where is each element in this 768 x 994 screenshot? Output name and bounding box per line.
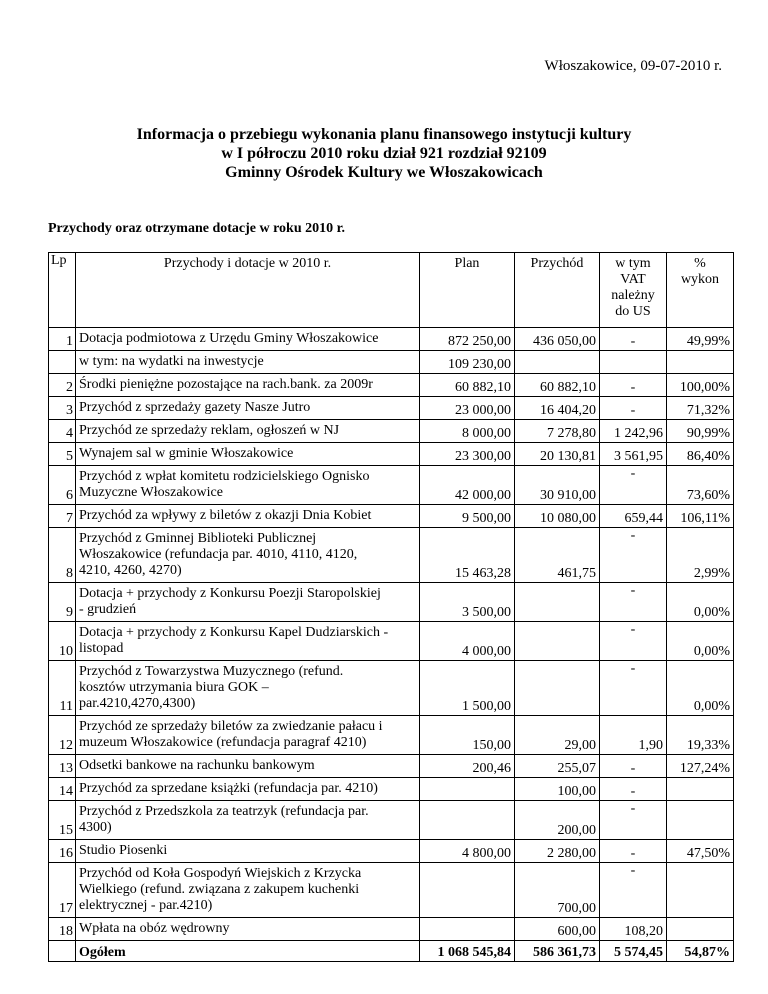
row-przychod: 16 404,20 (515, 397, 600, 420)
row-pct: 2,99% (667, 528, 734, 583)
table-header-row (49, 253, 734, 328)
row-przychod: 600,00 (515, 918, 600, 941)
table-row (49, 918, 734, 941)
vat-header-line: do US (615, 304, 651, 319)
col-vat-header (600, 253, 667, 328)
row-description-line: - grudzień (79, 602, 137, 617)
row-vat: 659,44 (600, 505, 667, 528)
pct-header-line: % (694, 256, 706, 271)
row-description-line: Dotacja + przychody z Konkursu Poezji Staropolskiej (79, 586, 381, 601)
col-desc-header: Przychody i dotacje w 2010 r. (76, 253, 420, 328)
table-row (49, 863, 734, 918)
row-przychod: 10 080,00 (515, 505, 600, 528)
row-description-line: Wpłata na obóz wędrowny (79, 921, 230, 936)
row-pct (667, 863, 734, 918)
vat-header-line: w tym (615, 256, 651, 271)
row-przychod: 29,00 (515, 716, 600, 755)
row-description-line: elektrycznej - par.4210) (79, 898, 213, 913)
row-description-line: Przychód ze sprzedaży biletów za zwiedzanie pałacu i (79, 719, 383, 734)
row-przychod (515, 661, 600, 716)
row-vat: 1 242,96 (600, 420, 667, 443)
row-plan: 9 500,00 (420, 505, 515, 528)
row-lp: 15 (49, 801, 76, 840)
row-plan: 4 000,00 (420, 622, 515, 661)
row-pct: 0,00% (667, 583, 734, 622)
row-description-line: Muzyczne Włoszakowice (79, 485, 223, 500)
row-lp: 2 (49, 374, 76, 397)
row-vat: - (600, 755, 667, 778)
row-description-line: Przychód z wpłat komitetu rodzicielskiego Ognisko (79, 469, 370, 484)
total-lp-cell (49, 941, 76, 962)
row-lp: 9 (49, 583, 76, 622)
row-lp: 3 (49, 397, 76, 420)
row-plan: 200,46 (420, 755, 515, 778)
row-description-line: Wynajem sal w gminie Włoszakowice (79, 446, 294, 461)
row-description-line: Wielkiego (refund. związana z zakupem kuchenki (79, 882, 360, 897)
row-plan: 23 300,00 (420, 443, 515, 466)
row-vat: - (600, 801, 667, 840)
row-vat: - (600, 622, 667, 661)
row-description-line: Przychód z Towarzystwa Muzycznego (refund. (79, 664, 344, 679)
row-plan: 3 500,00 (420, 583, 515, 622)
row-pct: 71,32% (667, 397, 734, 420)
table-row (49, 840, 734, 863)
row-pct: 0,00% (667, 622, 734, 661)
row-plan: 15 463,28 (420, 528, 515, 583)
table-row (49, 466, 734, 505)
row-plan: 4 800,00 (420, 840, 515, 863)
row-vat: 3 561,95 (600, 443, 667, 466)
row-pct: 100,00% (667, 374, 734, 397)
row-description-line: 4300) (79, 820, 112, 835)
row-description-line: Przychód ze sprzedaży reklam, ogłoszeń w NJ (79, 423, 340, 438)
row-lp: 7 (49, 505, 76, 528)
row-przychod: 255,07 (515, 755, 600, 778)
row-description-line: kosztów utrzymania biura GOK – (79, 680, 269, 695)
row-description-line: Przychód z Przedszkola za teatrzyk (refundacja par. (79, 804, 369, 819)
row-plan: 60 882,10 (420, 374, 515, 397)
table-row (49, 397, 734, 420)
row-lp: 11 (49, 661, 76, 716)
row-przychod: 100,00 (515, 778, 600, 801)
row-pct (667, 918, 734, 941)
row-przychod: 200,00 (515, 801, 600, 840)
row-plan: 109 230,00 (420, 351, 515, 374)
total-plan: 1 068 545,84 (420, 941, 515, 962)
row-plan (420, 863, 515, 918)
row-przychod (515, 351, 600, 374)
row-vat: - (600, 778, 667, 801)
row-vat: - (600, 661, 667, 716)
row-description-line: Studio Piosenki (79, 843, 168, 858)
row-description-line: Środki pieniężne pozostające na rach.bank. za 2009r (79, 377, 373, 392)
row-vat: - (600, 374, 667, 397)
row-description-line: Przychód od Koła Gospodyń Wiejskich z Krzycka (79, 866, 362, 881)
table-row (49, 755, 734, 778)
total-vat: 5 574,45 (600, 941, 667, 962)
title-line-3: Gminny Ośrodek Kultury we Włoszakowicach (225, 164, 543, 181)
row-vat: - (600, 840, 667, 863)
row-description-line: par.4210,4270,4300) (79, 696, 196, 711)
row-przychod (515, 622, 600, 661)
row-plan: 1 500,00 (420, 661, 515, 716)
table-row (49, 528, 734, 583)
place-date: Włoszakowice, 09-07-2010 r. (544, 58, 722, 74)
table-row (49, 622, 734, 661)
row-przychod: 30 910,00 (515, 466, 600, 505)
row-plan: 42 000,00 (420, 466, 515, 505)
document-title (0, 125, 768, 182)
row-description (76, 778, 420, 801)
row-przychod (515, 583, 600, 622)
title-line-1: Informacja o przebiegu wykonania planu finansowego instytucji kultury (136, 126, 632, 143)
row-description-line: Dotacja podmiotowa z Urzędu Gminy Włoszakowice (79, 331, 379, 346)
total-row (49, 941, 734, 962)
row-lp: 10 (49, 622, 76, 661)
row-description-line: Przychód z Gminnej Biblioteki Publicznej (79, 531, 317, 546)
row-description (76, 583, 420, 622)
row-pct: 90,99% (667, 420, 734, 443)
row-przychod: 7 278,80 (515, 420, 600, 443)
total-pct: 54,87% (667, 941, 734, 962)
row-description (76, 918, 420, 941)
table-row (49, 778, 734, 801)
row-description (76, 505, 420, 528)
row-przychod: 461,75 (515, 528, 600, 583)
table-row (49, 661, 734, 716)
row-description-line: listopad (79, 641, 124, 656)
pct-header-line: wykon (680, 272, 720, 287)
row-vat (600, 351, 667, 374)
row-description (76, 328, 420, 351)
row-description-line: muzeum Włoszakowice (refundacja paragraf 4210) (79, 735, 367, 750)
row-description (76, 466, 420, 505)
row-description-line: Przychód z sprzedaży gazety Nasze Jutro (79, 400, 311, 415)
total-przychod: 586 361,73 (515, 941, 600, 962)
row-plan (420, 801, 515, 840)
row-lp: 18 (49, 918, 76, 941)
row-lp: 8 (49, 528, 76, 583)
row-description (76, 755, 420, 778)
row-lp: 12 (49, 716, 76, 755)
row-przychod: 60 882,10 (515, 374, 600, 397)
table-row (49, 801, 734, 840)
row-description (76, 801, 420, 840)
row-description-line: Odsetki bankowe na rachunku bankowym (79, 758, 315, 773)
row-lp: 5 (49, 443, 76, 466)
table-row (49, 420, 734, 443)
revenue-table (48, 252, 734, 962)
row-plan (420, 778, 515, 801)
row-description-line: 4210, 4260, 4270) (79, 563, 182, 578)
row-vat: - (600, 397, 667, 420)
row-description-line: Przychód za sprzedane książki (refundacja par. 4210) (79, 781, 378, 796)
row-lp: 6 (49, 466, 76, 505)
table-row (49, 443, 734, 466)
row-vat: 1,90 (600, 716, 667, 755)
row-lp (49, 351, 76, 374)
row-lp: 13 (49, 755, 76, 778)
row-pct: 86,40% (667, 443, 734, 466)
row-description (76, 443, 420, 466)
row-pct: 49,99% (667, 328, 734, 351)
row-description-line: Dotacja + przychody z Konkursu Kapel Dudziarskich - (79, 625, 389, 640)
row-pct (667, 801, 734, 840)
row-description (76, 661, 420, 716)
col-pct-header (667, 253, 734, 328)
row-przychod: 436 050,00 (515, 328, 600, 351)
row-description (76, 622, 420, 661)
row-pct: 19,33% (667, 716, 734, 755)
row-pct: 127,24% (667, 755, 734, 778)
row-vat: - (600, 863, 667, 918)
row-vat: - (600, 328, 667, 351)
table-row (49, 351, 734, 374)
row-przychod: 20 130,81 (515, 443, 600, 466)
row-description (76, 397, 420, 420)
col-przychod-header: Przychód (515, 253, 600, 328)
row-plan: 872 250,00 (420, 328, 515, 351)
row-lp: 17 (49, 863, 76, 918)
row-plan: 150,00 (420, 716, 515, 755)
col-lp-header: Lp (49, 253, 76, 328)
table-row (49, 716, 734, 755)
row-plan (420, 918, 515, 941)
title-line-2: w I półroczu 2010 roku dział 921 rozdział 92109 (221, 145, 547, 162)
row-pct (667, 778, 734, 801)
row-description (76, 863, 420, 918)
row-plan: 8 000,00 (420, 420, 515, 443)
row-description (76, 840, 420, 863)
row-description (76, 420, 420, 443)
vat-header-line: należny (611, 288, 655, 303)
table-row (49, 374, 734, 397)
row-vat: - (600, 528, 667, 583)
row-lp: 14 (49, 778, 76, 801)
row-description-line: Przychód za wpływy z biletów z okazji Dnia Kobiet (79, 508, 372, 523)
row-description (76, 351, 420, 374)
section-title: Przychody oraz otrzymane dotacje w roku 2010 r. (48, 221, 346, 236)
row-pct: 47,50% (667, 840, 734, 863)
row-lp: 1 (49, 328, 76, 351)
row-pct (667, 351, 734, 374)
row-przychod: 2 280,00 (515, 840, 600, 863)
total-label: Ogółem (76, 941, 420, 962)
row-lp: 4 (49, 420, 76, 443)
row-vat: - (600, 583, 667, 622)
row-description (76, 528, 420, 583)
row-pct: 106,11% (667, 505, 734, 528)
row-pct: 0,00% (667, 661, 734, 716)
row-vat: 108,20 (600, 918, 667, 941)
row-vat: - (600, 466, 667, 505)
row-description-line: w tym: na wydatki na inwestycje (79, 354, 264, 369)
col-plan-header: Plan (420, 253, 515, 328)
row-pct: 73,60% (667, 466, 734, 505)
row-description (76, 374, 420, 397)
row-przychod: 700,00 (515, 863, 600, 918)
table-row (49, 328, 734, 351)
row-description (76, 716, 420, 755)
vat-header-line: VAT (620, 272, 646, 287)
row-lp: 16 (49, 840, 76, 863)
table-row (49, 505, 734, 528)
table-row (49, 583, 734, 622)
row-description-line: Włoszakowice (refundacja par. 4010, 4110, 4120, (79, 547, 358, 562)
row-plan: 23 000,00 (420, 397, 515, 420)
